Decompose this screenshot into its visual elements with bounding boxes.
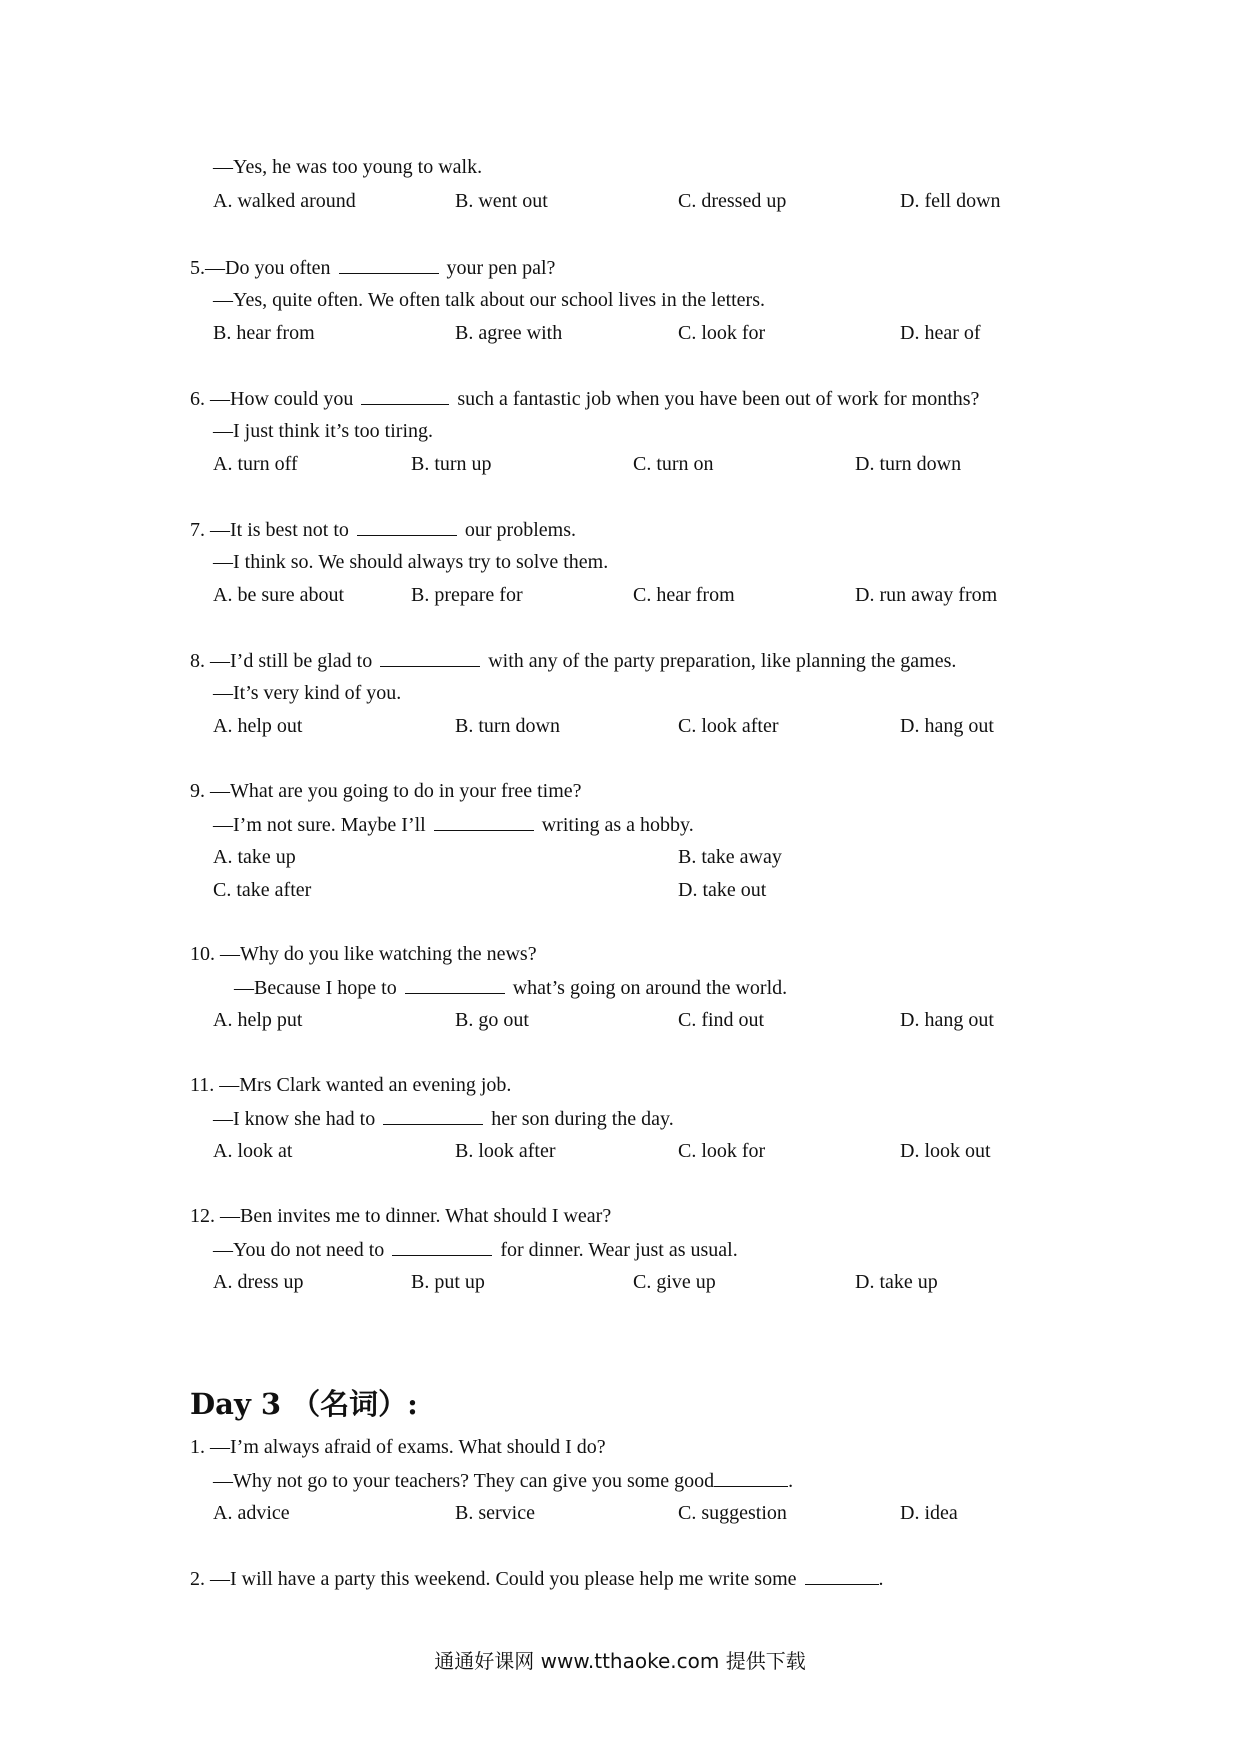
q7-prefix: 7. —It is best not to bbox=[190, 519, 349, 541]
q5-answer-line: —Yes, quite often. We often talk about our school lives in the letters. bbox=[213, 289, 766, 311]
q6-question bbox=[190, 386, 979, 411]
q12-option-d: D. take up bbox=[855, 1271, 938, 1293]
q7-option-d: D. run away from bbox=[855, 584, 998, 606]
day3-q1-suffix: . bbox=[788, 1470, 794, 1492]
q6-option-a: A. turn off bbox=[213, 453, 298, 475]
q9-suffix: writing as a hobby. bbox=[541, 814, 694, 836]
section-heading-day3: Day 3 （名词）: bbox=[190, 1387, 418, 1421]
q5-option-d: D. hear of bbox=[900, 322, 981, 344]
q10-option-b: B. go out bbox=[455, 1009, 529, 1031]
q5-blank bbox=[339, 255, 439, 274]
q6-option-c: C. turn on bbox=[633, 453, 714, 475]
q6-blank bbox=[361, 386, 449, 405]
q11-suffix: her son during the day. bbox=[491, 1108, 674, 1130]
q11-prefix: —I know she had to bbox=[213, 1108, 376, 1130]
q5-question bbox=[190, 255, 555, 280]
day3-q2-question bbox=[190, 1566, 884, 1591]
q8-answer-line: —It’s very kind of you. bbox=[213, 682, 402, 704]
q11-option-b: B. look after bbox=[455, 1140, 556, 1162]
q12-prefix: —You do not need to bbox=[213, 1239, 385, 1261]
q4-option-d: D. fell down bbox=[900, 190, 1001, 212]
q6-prefix: 6. —How could you bbox=[190, 388, 354, 410]
q10-option-a: A. help put bbox=[213, 1009, 303, 1031]
q11-option-d: D. look out bbox=[900, 1140, 991, 1162]
q4-option-c: C. dressed up bbox=[678, 190, 787, 212]
day3-q1-blank bbox=[714, 1468, 788, 1487]
q12-option-a: A. dress up bbox=[213, 1271, 304, 1293]
q9-option-d: D. take out bbox=[678, 879, 767, 901]
q7-question bbox=[190, 517, 576, 542]
q5-option-c: C. look for bbox=[678, 322, 766, 344]
q8-option-c: C. look after bbox=[678, 715, 779, 737]
q9-blank bbox=[434, 812, 534, 831]
q7-suffix: our problems. bbox=[464, 519, 576, 541]
q12-answer-line bbox=[213, 1237, 738, 1262]
q9-option-c: C. take after bbox=[213, 879, 312, 901]
q11-option-c: C. look for bbox=[678, 1140, 766, 1162]
day3-q2-blank bbox=[805, 1566, 879, 1585]
page-footer: 通通好课网 www.tthaoke.com 提供下载 bbox=[434, 1649, 806, 1673]
day3-q1-answer-line bbox=[213, 1468, 793, 1493]
q9-option-b: B. take away bbox=[678, 846, 782, 868]
q7-blank bbox=[357, 517, 457, 536]
q5-prefix: 5.—Do you often bbox=[190, 257, 331, 279]
day3-q2-prefix: 2. —I will have a party this weekend. Could you please help me write some bbox=[190, 1568, 797, 1590]
q10-blank bbox=[405, 975, 505, 994]
q8-option-d: D. hang out bbox=[900, 715, 994, 737]
day3-q2-suffix: . bbox=[878, 1568, 884, 1590]
q7-option-c: C. hear from bbox=[633, 584, 735, 606]
q11-blank bbox=[383, 1106, 483, 1125]
q10-option-c: C. find out bbox=[678, 1009, 765, 1031]
q11-question: 11. —Mrs Clark wanted an evening job. bbox=[190, 1074, 512, 1096]
q8-suffix: with any of the party preparation, like planning the games. bbox=[488, 650, 957, 672]
q4-option-b: B. went out bbox=[455, 190, 548, 212]
day3-q1-option-a: A. advice bbox=[213, 1502, 290, 1524]
q10-question: 10. —Why do you like watching the news? bbox=[190, 943, 537, 965]
day3-q1-prefix: —Why not go to your teachers? They can give you some good bbox=[213, 1470, 715, 1492]
q9-option-a: A. take up bbox=[213, 846, 296, 868]
q8-blank bbox=[380, 648, 480, 667]
q4-option-a: A. walked around bbox=[213, 190, 356, 212]
q11-answer-line bbox=[213, 1106, 674, 1131]
q10-option-d: D. hang out bbox=[900, 1009, 994, 1031]
q10-suffix: what’s going on around the world. bbox=[512, 977, 788, 999]
q5-suffix: your pen pal? bbox=[446, 257, 556, 279]
q12-option-c: C. give up bbox=[633, 1271, 716, 1293]
q5-option-a: B. hear from bbox=[213, 322, 315, 344]
q12-option-b: B. put up bbox=[411, 1271, 485, 1293]
day3-q1-option-b: B. service bbox=[455, 1502, 535, 1524]
q6-option-d: D. turn down bbox=[855, 453, 962, 475]
q8-option-b: B. turn down bbox=[455, 715, 560, 737]
q9-question: 9. —What are you going to do in your free time? bbox=[190, 780, 582, 802]
day3-q1-option-c: C. suggestion bbox=[678, 1502, 787, 1524]
q12-blank bbox=[392, 1237, 492, 1256]
day3-q1-option-d: D. idea bbox=[900, 1502, 958, 1524]
q6-suffix: such a fantastic job when you have been out of work for months? bbox=[457, 388, 980, 410]
q12-question: 12. —Ben invites me to dinner. What should I wear? bbox=[190, 1205, 612, 1227]
q8-question bbox=[190, 648, 956, 673]
q9-answer-line bbox=[213, 812, 694, 837]
q7-option-b: B. prepare for bbox=[411, 584, 523, 606]
q5-option-b: B. agree with bbox=[455, 322, 563, 344]
q10-prefix: —Because I hope to bbox=[234, 977, 397, 999]
q7-option-a: A. be sure about bbox=[213, 584, 345, 606]
q9-prefix: —I’m not sure. Maybe I’ll bbox=[213, 814, 426, 836]
q8-prefix: 8. —I’d still be glad to bbox=[190, 650, 373, 672]
day3-q1-question: 1. —I’m always afraid of exams. What should I do? bbox=[190, 1436, 606, 1458]
q4-answer-line: —Yes, he was too young to walk. bbox=[213, 156, 483, 178]
q6-option-b: B. turn up bbox=[411, 453, 492, 475]
q10-answer-line bbox=[234, 975, 787, 1000]
q11-option-a: A. look at bbox=[213, 1140, 293, 1162]
q6-answer-line: —I just think it’s too tiring. bbox=[213, 420, 434, 442]
q8-option-a: A. help out bbox=[213, 715, 303, 737]
q7-answer-line: —I think so. We should always try to solve them. bbox=[213, 551, 609, 573]
q12-suffix: for dinner. Wear just as usual. bbox=[500, 1239, 738, 1261]
